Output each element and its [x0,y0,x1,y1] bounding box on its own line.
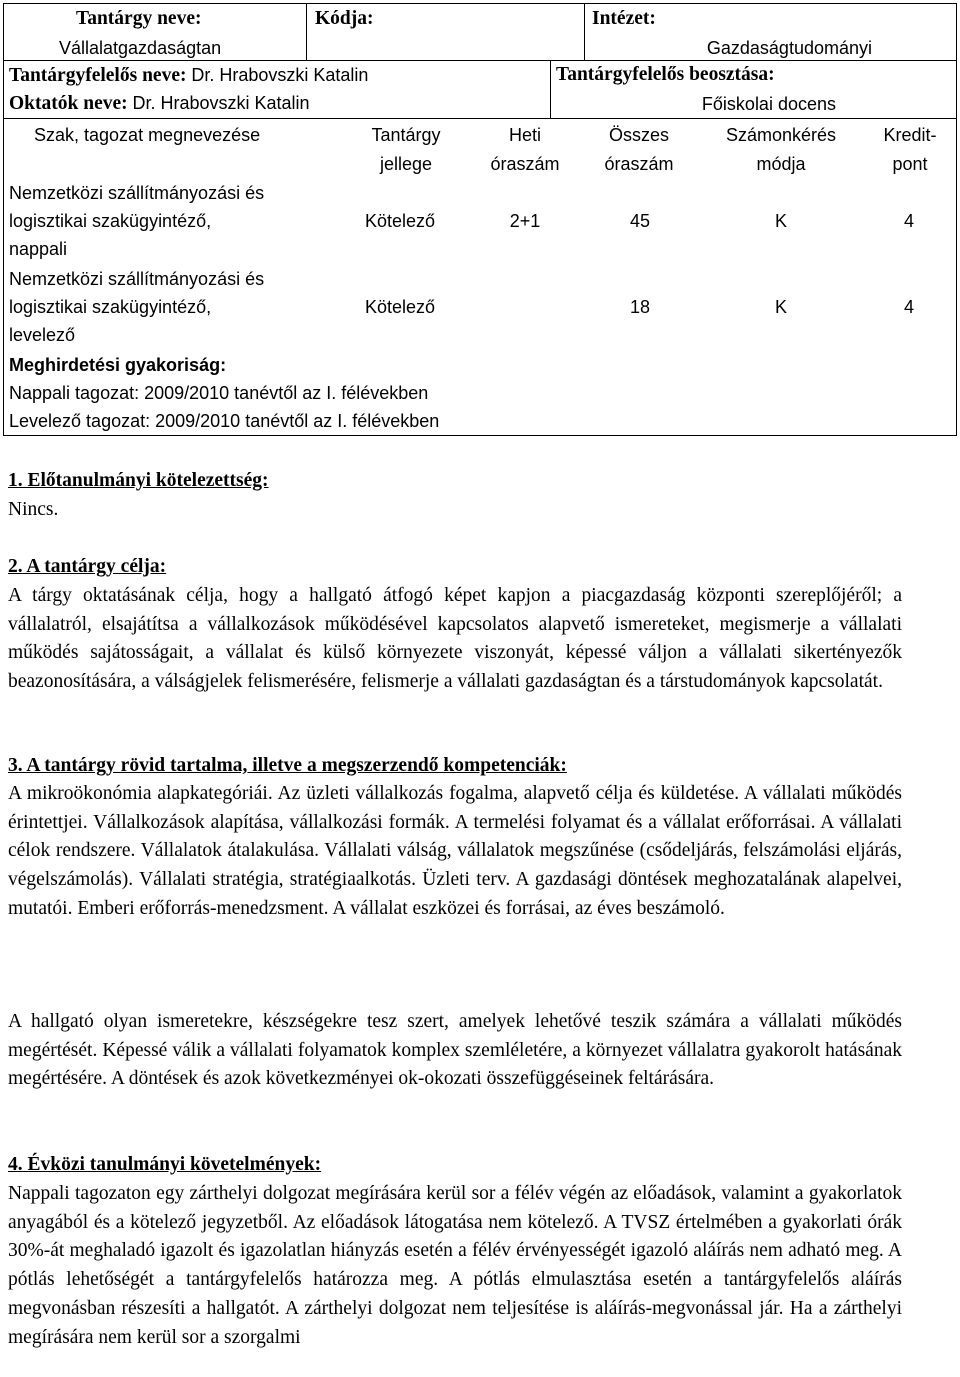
section-heading-content: 3. A tantárgy rövid tartalma, illetve a megszerzendő kompetenciák: [8,755,567,776]
instructors-line [9,89,310,119]
row-credits: 4 [903,211,914,231]
frequency-correspondence: Levelező tagozat: 2009/2010 tanévtől az I. félévekben [9,411,440,431]
row-type: Kötelező [365,297,436,317]
row-credits: 4 [903,297,914,317]
row-exam-type: K [774,297,787,317]
subject-name-label: Tantárgy neve: [76,8,202,29]
row-type: Kötelező [365,211,436,231]
subject-name: Vállalatgazdaságtan [59,38,222,58]
responsible-line [9,61,368,91]
frequency-label: Meghirdetési gyakoriság: [9,355,227,375]
position-value: Főiskolai docens [701,94,836,114]
column-total-hours: Összes óraszám [604,125,674,174]
position-label: Tantárgyfelelős beosztása: [556,64,775,85]
row-total-hours: 45 [629,211,651,231]
section-heading-requirements: 4. Évközi tanulmányi követelmények: [8,1154,322,1175]
institute-name: Gazdaságtudományi [706,38,872,58]
program-line: logisztikai szakügyintéző, [9,297,212,317]
instructors-name: Dr. Hrabovszki Katalin [132,93,310,113]
section-text-goal: A tárgy oktatásának célja, hogy a hallgató átfogó képet kapjon a piacgazdaság központi szereplőjéről; a vállalatról, elsajátítsa a vállalkozások működésével kapcsolatos alapvető ismereteket, megismerje a vállalati működés sajátosságait, a vállalat és külső környezete viszonyát, képessé váljon a vállalati sikertényezők beazonosítására, a válságjelek felismerésére, felismerje a vállalati gazdaságtan és a társtudományok kapcsolatát. [8,585,902,693]
table-divider [306,4,307,60]
responsible-label: Tantárgyfelelős neve: [9,65,187,86]
column-weekly-hours: Heti óraszám [490,125,560,174]
column-credits: Kredit- pont [883,125,937,174]
program-line: nappali [9,239,68,259]
column-exam-type: Számonkérés módja [725,125,837,174]
column-program: Szak, tagozat megnevezése [34,125,261,145]
section-text-requirements: Nappali tagozaton egy zárthelyi dolgozat megírására kerül sor a félév végén az előadások, valamint a gyakorlatok anyagából és a kötelező jegyzetből. Az előadások látogatása nem kötelező. A TVSZ értelmében a gyakorlati órák 30%-át meghaladó igazolt és igazolatlan hiányzás esetén a félév érvényességét igazoló aláírás nem adható meg. A pótlás lehetőségét a tantárgyfelelős határozza meg. A pótlás elmulasztása esetén a tantárgyfelelős aláírás megvonásban részesíti a hallgatót. A zárthelyi dolgozat nem teljesítése is aláírás-megvonással jár. Ha a zárthelyi megírására nem kerül sor a szorgalmi [8,1183,902,1348]
table-divider [550,60,551,118]
section-text-prerequisites: Nincs. [8,499,59,520]
program-line: logisztikai szakügyintéző, [9,211,212,231]
section-text-content: A mikroökonómia alapkategóriái. Az üzleti vállalkozás fogalma, alapvető célja és küldetése. A vállalati működés érintettjei. Vállalkozások alapítása, vállalkozási formák. A termelési folyamat és a vállalat erőforrásai. A vállalati célok rendszere. Vállalatok átalakulása. Vállalati válság, vállalatok megszűnése (csődeljárás, felszámolási eljárás, végelszámolás). Vállalati stratégia, stratégiaalkotás. Üzleti terv. A gazdasági döntések meghozatalának alapelvei, mutatói. Emberi erőforrás-menedzsment. A vállalat eszközei és forrásai, az éves beszámoló. [8,783,902,919]
program-line: levelező [9,325,76,345]
code-label: Kódja: [315,8,374,29]
section-text-competences: A hallgató olyan ismeretekre, készségekre tesz szert, amelyek lehetővé teszik számára a vállalati működés megértését. Képessé válik a vállalati folyamatok komplex szemléletére, a környezet vállalatra gyakorolt hatásának megértésére. A döntések és azok következményei ok-okozati összefüggéseinek feltárására. [8,1011,902,1090]
section-heading-goal: 2. A tantárgy célja: [8,556,167,577]
course-info-table [3,3,957,436]
responsible-name: Dr. Hrabovszki Katalin [191,65,369,85]
program-line: Nemzetközi szállítmányozási és [9,269,265,289]
instructors-label: Oktatók neve: [9,93,128,114]
program-line: Nemzetközi szállítmányozási és [9,183,265,203]
section-heading-prerequisites: 1. Előtanulmányi kötelezettség: [8,470,269,491]
institute-label: Intézet: [592,8,656,29]
row-weekly-hours: 2+1 [509,211,541,231]
row-exam-type: K [774,211,787,231]
frequency-daytime: Nappali tagozat: 2009/2010 tanévtől az I. félévekben [9,383,429,403]
row-total-hours: 18 [629,297,651,317]
table-divider [584,4,585,60]
column-type: Tantárgy jellege [371,125,441,174]
